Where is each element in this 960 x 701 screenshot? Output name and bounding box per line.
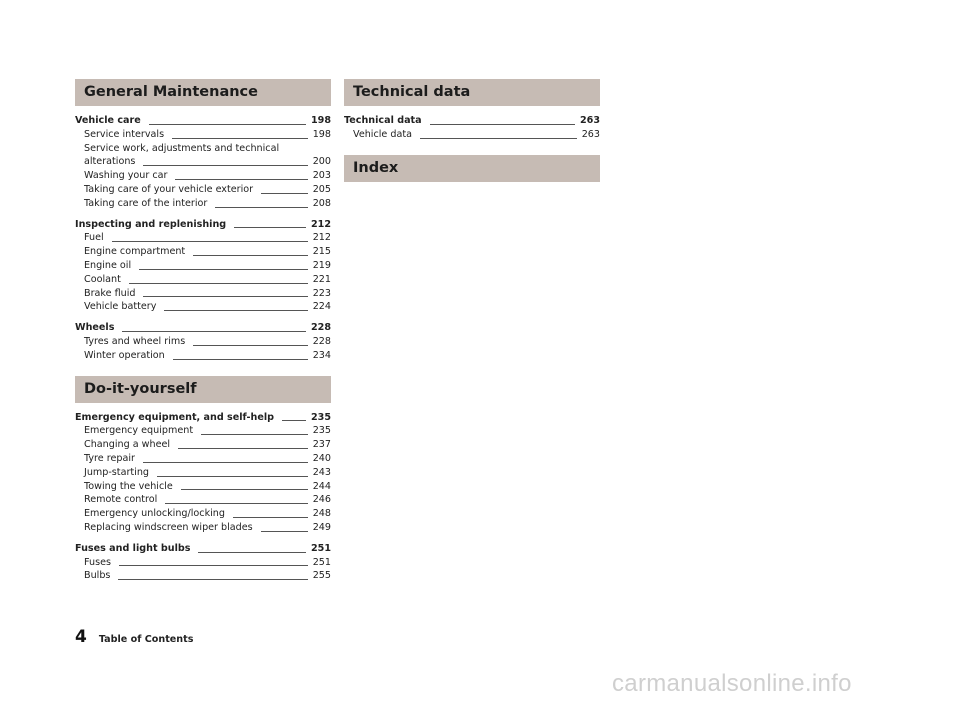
toc-entry-link[interactable]: [344, 128, 600, 142]
toc-entry-label: Fuel: [84, 232, 104, 244]
toc-entry-link[interactable]: [75, 452, 331, 466]
leader-line: [119, 565, 308, 566]
toc-column-right: [344, 79, 600, 190]
toc-entry-label: Vehicle data: [353, 128, 412, 140]
toc-entry-link[interactable]: [75, 424, 331, 438]
leader-line: [149, 124, 306, 125]
toc-entry-label: Jump-starting: [84, 466, 149, 478]
toc-entry-link[interactable]: [75, 231, 331, 245]
toc-entry-label: Washing your car: [84, 170, 168, 182]
toc-page-number: 263: [581, 128, 600, 140]
toc-entry-link[interactable]: [75, 155, 331, 169]
toc-entry-link[interactable]: [75, 335, 331, 349]
toc-entry-label: Engine oil: [84, 259, 132, 271]
toc-chapter-link[interactable]: [75, 218, 331, 232]
toc-entry-label: Emergency unlocking/locking: [84, 508, 225, 520]
toc-entry-label: Inspecting and replenishing: [75, 218, 227, 230]
toc-entry-link[interactable]: [75, 300, 331, 314]
leader-line: [201, 434, 308, 435]
toc-entry-link[interactable]: [75, 273, 331, 287]
leader-line: [143, 296, 307, 297]
toc-entry-label: Replacing windscreen wiper blades: [84, 521, 253, 533]
toc-page-number: 203: [312, 170, 331, 182]
toc-entry-label: Fuses: [84, 556, 111, 568]
toc-page-number: 198: [310, 115, 331, 126]
toc-group: [75, 218, 331, 315]
toc-entry-label: Taking care of your vehicle exterior: [84, 183, 254, 195]
leader-line: [234, 227, 306, 228]
leader-line: [112, 241, 308, 242]
toc-page-number: 200: [312, 156, 331, 168]
toc-entry-label: Service intervals: [84, 128, 165, 140]
leader-line: [215, 207, 307, 208]
page-number: 4: [75, 627, 87, 647]
toc-page-number: 221: [312, 273, 331, 285]
leader-line: [139, 269, 308, 270]
toc-page-number: 234: [312, 349, 331, 361]
toc-entry-link[interactable]: [75, 128, 331, 142]
toc-entry-label: Vehicle care: [75, 115, 141, 126]
leader-line: [157, 476, 308, 477]
leader-line: [261, 531, 308, 532]
toc-page-number: 212: [312, 232, 331, 244]
toc-page-number: 251: [310, 542, 331, 554]
leader-line: [122, 331, 306, 332]
toc-page-number: 223: [312, 287, 331, 299]
leader-line: [165, 503, 307, 504]
toc-group: [344, 114, 600, 142]
toc-entry-label: Bulbs: [84, 570, 111, 582]
toc-chapter-link[interactable]: [75, 542, 331, 556]
toc-entry-label: Wheels: [75, 322, 115, 334]
section-header: Technical data: [344, 79, 600, 106]
toc-entry-label: Taking care of the interior: [84, 197, 208, 209]
toc-chapter-link[interactable]: [344, 114, 600, 128]
toc-chapter-link[interactable]: [75, 321, 331, 335]
leader-line: [233, 517, 308, 518]
leader-line: [129, 283, 308, 284]
leader-line: [420, 138, 577, 139]
toc-entry-label: Fuses and light bulbs: [75, 542, 191, 554]
section-header: Do-it-yourself: [75, 376, 331, 403]
leader-line: [198, 552, 306, 553]
toc-entry-link[interactable]: [75, 245, 331, 259]
toc-entry-link[interactable]: [75, 569, 331, 583]
leader-line: [175, 179, 307, 180]
toc-entry-label: Engine compartment: [84, 246, 186, 258]
toc-page-number: 198: [312, 128, 331, 140]
toc-group: [75, 411, 331, 535]
toc-page-number: 208: [312, 197, 331, 209]
leader-line: [430, 124, 575, 125]
leader-line: [143, 165, 307, 166]
toc-entry-link[interactable]: [75, 466, 331, 480]
toc-page-number: 212: [310, 218, 331, 230]
toc-entry-label: Brake fluid: [84, 287, 136, 299]
watermark: carmanualsonline.info: [612, 670, 852, 697]
toc-entry-label: Towing the vehicle: [84, 480, 173, 492]
toc-page-number: 255: [312, 570, 331, 582]
toc-chapter-link[interactable]: [75, 114, 331, 128]
toc-page-number: 205: [312, 183, 331, 195]
section-header: Index: [344, 155, 600, 182]
toc-entry-label: Emergency equipment: [84, 425, 194, 437]
toc-group: [75, 114, 331, 211]
toc-entry-label: Winter operation: [84, 349, 165, 361]
toc-entry-label: Tyre repair: [84, 452, 135, 464]
toc-entry-link[interactable]: [75, 197, 331, 211]
toc-entry-link[interactable]: [75, 521, 331, 535]
toc-entry-label: Technical data: [344, 115, 422, 126]
toc-group: [75, 321, 331, 362]
toc-entry-link[interactable]: [75, 349, 331, 363]
toc-page-number: 228: [312, 335, 331, 347]
toc-entry-link[interactable]: [75, 438, 331, 452]
leader-line: [172, 138, 308, 139]
toc-entry-link[interactable]: [75, 287, 331, 301]
leader-line: [173, 359, 308, 360]
leader-line: [193, 255, 308, 256]
toc-column-left: [75, 79, 331, 590]
toc-page-number: 246: [312, 494, 331, 506]
leader-line: [282, 420, 306, 421]
toc-group: [75, 542, 331, 583]
leader-line: [164, 310, 307, 311]
toc-page-number: 215: [312, 246, 331, 258]
toc-page-number: 235: [310, 411, 331, 423]
toc-entry-link[interactable]: [75, 493, 331, 507]
leader-line: [193, 345, 307, 346]
page-footer: [75, 627, 193, 647]
toc-page-number: 249: [312, 521, 331, 533]
toc-entry-label: Emergency equipment, and self-help: [75, 411, 275, 423]
toc-page-number: 248: [312, 508, 331, 520]
leader-line: [143, 462, 308, 463]
leader-line: [261, 193, 308, 194]
toc-chapter-link[interactable]: [75, 411, 331, 425]
toc-page-number: 243: [312, 466, 331, 478]
toc-entry-link[interactable]: [75, 556, 331, 570]
leader-line: [181, 489, 308, 490]
toc-entry-label: Vehicle battery: [84, 301, 157, 313]
toc-page-number: 263: [579, 115, 600, 126]
leader-line: [178, 448, 308, 449]
toc-entry-label: Remote control: [84, 494, 158, 506]
toc-page-number: 224: [312, 301, 331, 313]
toc-entry-link[interactable]: [75, 169, 331, 183]
toc-page-number: 237: [312, 439, 331, 451]
toc-entry-link[interactable]: [75, 480, 331, 494]
toc-entry-link[interactable]: [75, 183, 331, 197]
toc-page-number: 240: [312, 452, 331, 464]
toc-entry-label: Changing a wheel: [84, 439, 171, 451]
toc-entry-label: Tyres and wheel rims: [84, 335, 186, 347]
toc-page-number: 219: [312, 259, 331, 271]
section-header: General Maintenance: [75, 79, 331, 106]
footer-title: Table of Contents: [98, 634, 194, 645]
toc-page-number: 251: [312, 556, 331, 568]
toc-entry-label: Coolant: [84, 273, 121, 285]
toc-page-number: 244: [312, 480, 331, 492]
toc-entry-label: alterations: [84, 156, 136, 168]
toc-page-number: 235: [312, 425, 331, 437]
toc-page-number: 228: [310, 322, 331, 334]
toc-entry-link[interactable]: [75, 507, 331, 521]
leader-line: [118, 579, 307, 580]
toc-entry-label-line: Service work, adjustments and technical: [84, 142, 280, 154]
toc-entry-link[interactable]: [75, 259, 331, 273]
